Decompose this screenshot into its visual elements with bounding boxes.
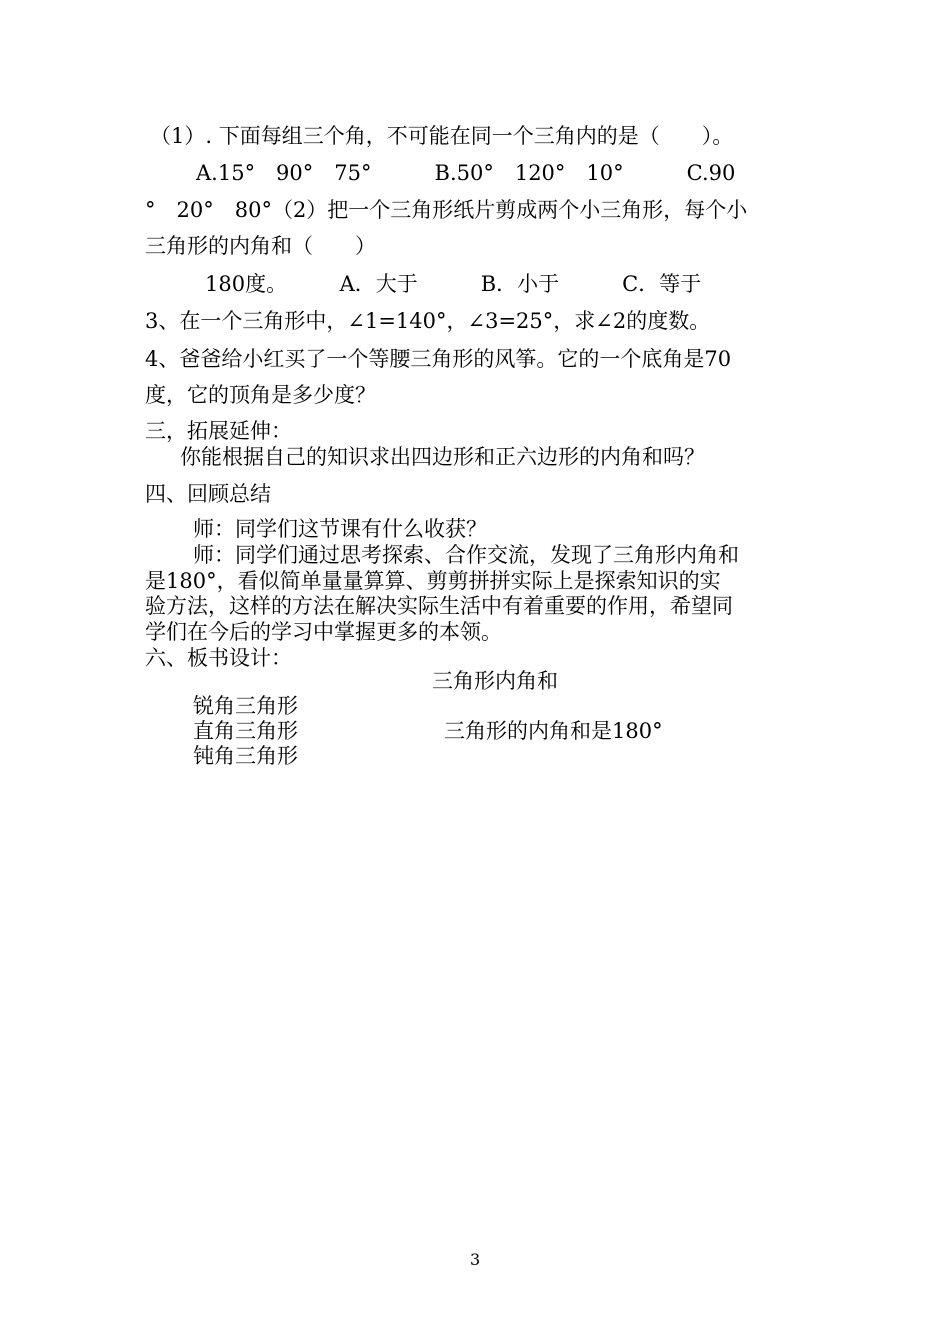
teacher-summary-line-4: 学们在今后的学习中掌握更多的本领。: [145, 620, 502, 644]
question-4-continuation: 度，它的顶角是多少度？: [145, 383, 376, 407]
question-3-line: 3、在一个三角形中，∠1=140°，∠3=25°，求∠2的度数。: [145, 309, 711, 333]
question-1-options-line: A.15° 90° 75° B.50° 120° 10° C.90: [196, 161, 736, 185]
question-1-line: （1）. 下面每组三个角，不可能在同一个三角内的是（ ）。: [150, 124, 734, 148]
section-board-design-heading: 六、板书设计：: [145, 646, 292, 670]
teacher-summary-line-2: 是180°，看似简单量量算算、剪剪拼拼实际上是探索知识的实: [145, 569, 721, 593]
board-title: 三角形内角和: [432, 669, 558, 693]
teacher-question-line: 师：同学们这节课有什么收获？: [193, 517, 487, 541]
extension-question: 你能根据自己的知识求出四边形和正六边形的内角和吗？: [180, 445, 705, 469]
section-review-heading: 四、回顾总结: [145, 482, 271, 506]
board-obtuse-triangle: 钝角三角形: [193, 744, 298, 768]
question-2-line: ° 20° 80°（2）把一个三角形纸片剪成两个小三角形，每个小: [145, 198, 748, 222]
question-2-options-line: 180度。 A．大于 B．小于 C．等于: [205, 272, 702, 296]
page-number: 3: [470, 1250, 481, 1269]
board-acute-triangle: 锐角三角形: [193, 694, 298, 718]
board-right-triangle: 直角三角形: [193, 719, 298, 743]
section-extension-heading: 三，拓展延伸：: [145, 419, 292, 443]
teacher-summary-line-3: 验方法，这样的方法在解决实际生活中有着重要的作用，希望同: [145, 594, 733, 618]
board-conclusion: 三角形的内角和是180°: [444, 719, 663, 743]
teacher-summary-line-1: 师：同学们通过思考探索、合作交流，发现了三角形内角和: [193, 543, 739, 567]
question-2-continuation: 三角形的内角和（ ）: [145, 234, 376, 258]
question-4-line: 4、爸爸给小红买了一个等腰三角形的风筝。它的一个底角是70: [145, 347, 732, 371]
